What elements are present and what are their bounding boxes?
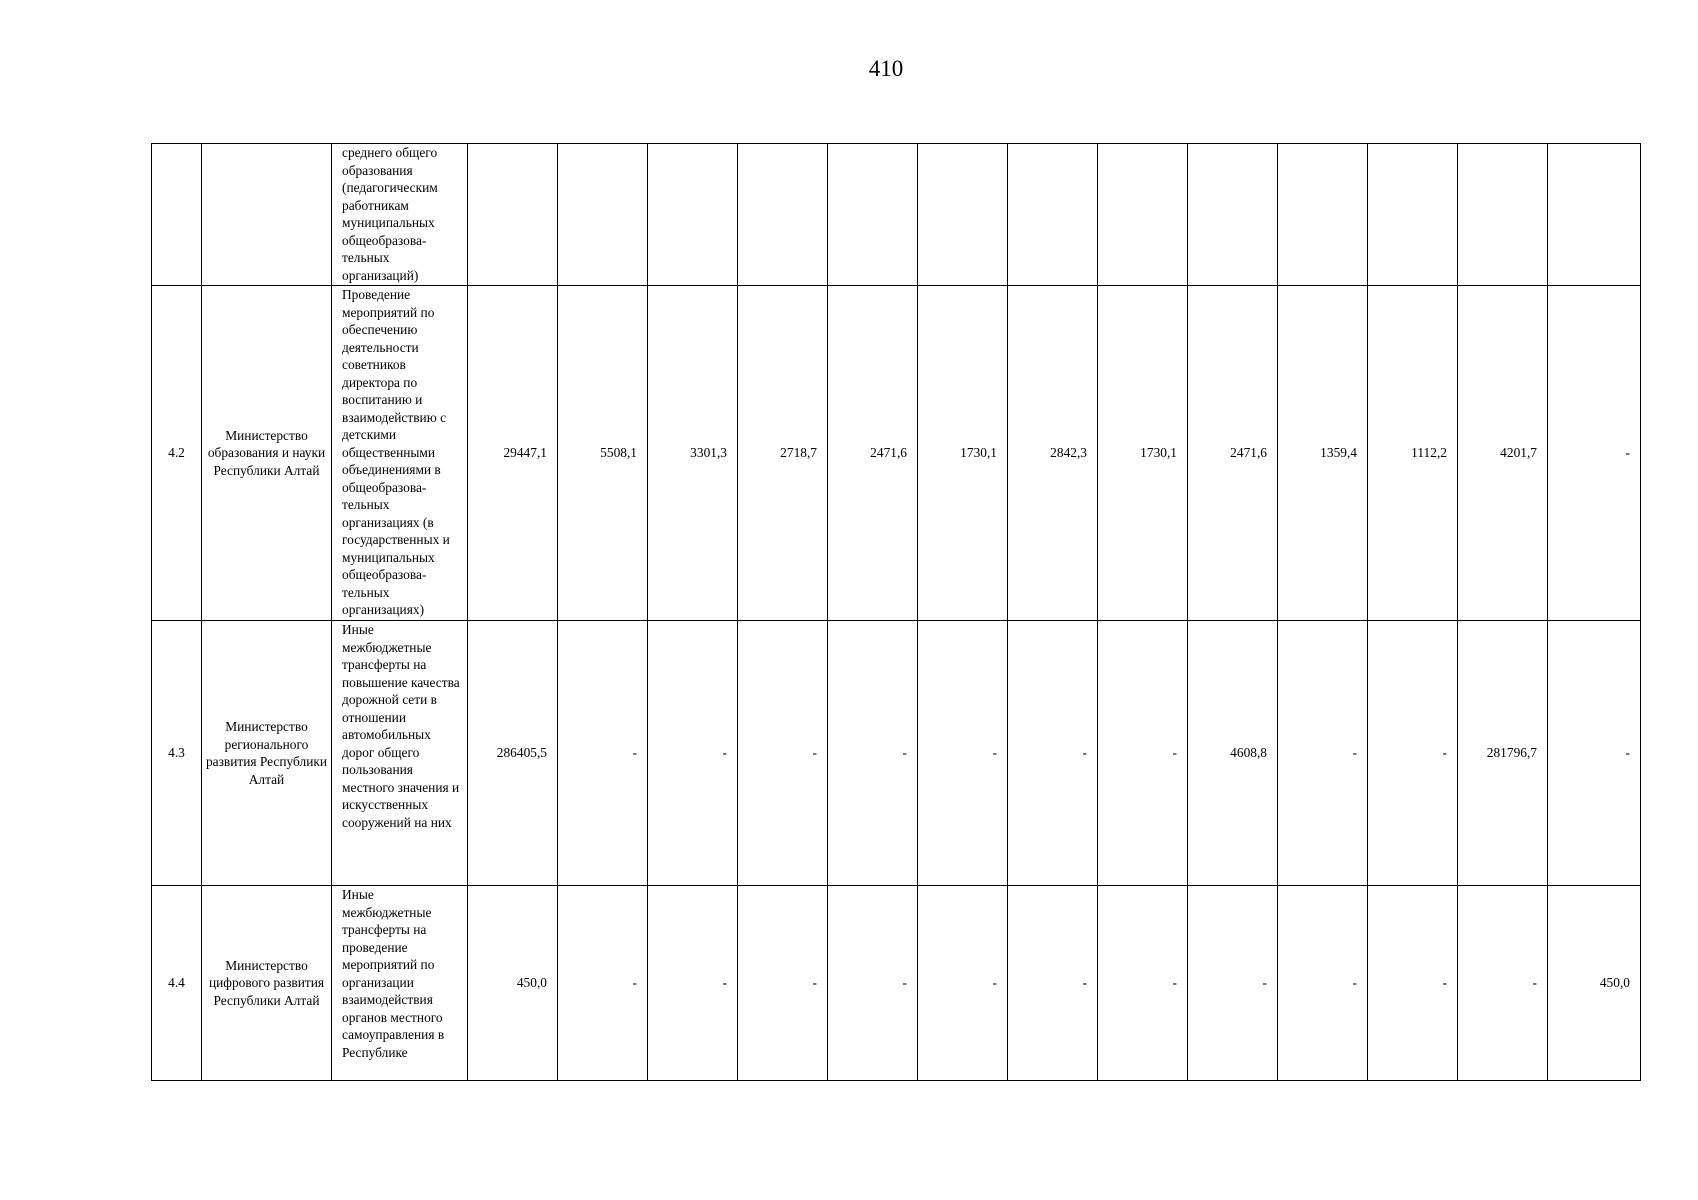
value-cell: - xyxy=(828,621,918,886)
value-cell xyxy=(828,144,918,286)
value-cell xyxy=(1458,144,1548,286)
value-cell: 3301,3 xyxy=(648,286,738,621)
value-cell: - xyxy=(648,621,738,886)
executor-cell: Министерство цифрового развития Республики Алтай xyxy=(202,886,332,1081)
value-cell: 2471,6 xyxy=(828,286,918,621)
value-cell: - xyxy=(558,886,648,1081)
value-cell xyxy=(468,144,558,286)
value-cell: - xyxy=(1008,886,1098,1081)
table-row xyxy=(152,286,1641,621)
value-cell: 5508,1 xyxy=(558,286,648,621)
row-number xyxy=(152,144,202,286)
value-cell xyxy=(1368,144,1458,286)
value-cell: 450,0 xyxy=(468,886,558,1081)
table-row xyxy=(152,886,1641,1081)
row-number: 4.3 xyxy=(152,621,202,886)
value-cell: 2718,7 xyxy=(738,286,828,621)
value-cell: - xyxy=(738,621,828,886)
executor-cell xyxy=(202,144,332,286)
value-cell: - xyxy=(828,886,918,1081)
value-cell xyxy=(738,144,828,286)
description-cell: Иные межбюджетные трансферты на проведение мероприятий по организации взаимодействия органов местного самоуправления в Республике xyxy=(332,886,468,1081)
value-cell: - xyxy=(918,621,1008,886)
value-cell xyxy=(1548,144,1641,286)
value-cell xyxy=(1008,144,1098,286)
value-cell xyxy=(1278,144,1368,286)
value-cell: 2842,3 xyxy=(1008,286,1098,621)
value-cell xyxy=(558,144,648,286)
description-cell: Иные межбюджетные трансферты на повышение качества дорожной сети в отношении автомобильных дорог общего пользования местного значения и искусственных сооружений на них xyxy=(332,621,468,886)
value-cell: - xyxy=(648,886,738,1081)
value-cell: 4608,8 xyxy=(1188,621,1278,886)
description-cell: Проведение мероприятий по обеспечению деятельности советников директора по воспитанию и взаимодействию с детскими общественными объединениями в общеобразова-тельных организациях (в государственных и муниципальных общеобразова-тельных организациях) xyxy=(332,286,468,621)
row-number: 4.4 xyxy=(152,886,202,1081)
value-cell: - xyxy=(918,886,1008,1081)
value-cell: - xyxy=(1278,886,1368,1081)
executor-cell: Министерство образования и науки Республики Алтай xyxy=(202,286,332,621)
executor-cell: Министерство регионального развития Республики Алтай xyxy=(202,621,332,886)
value-cell: - xyxy=(1458,886,1548,1081)
table-row xyxy=(152,621,1641,886)
value-cell: 1730,1 xyxy=(918,286,1008,621)
value-cell: - xyxy=(1098,621,1188,886)
value-cell xyxy=(1098,144,1188,286)
value-cell: - xyxy=(1098,886,1188,1081)
value-cell: - xyxy=(1368,886,1458,1081)
value-cell: - xyxy=(1008,621,1098,886)
description-cell: среднего общего образования (педагогическим работникам муниципальных общеобразова-тельных организаций) xyxy=(332,144,468,286)
budget-table xyxy=(151,143,1641,1081)
table-row xyxy=(152,144,1641,286)
value-cell: 281796,7 xyxy=(1458,621,1548,886)
value-cell: - xyxy=(1368,621,1458,886)
value-cell xyxy=(1188,144,1278,286)
value-cell: 450,0 xyxy=(1548,886,1641,1081)
value-cell: 4201,7 xyxy=(1458,286,1548,621)
row-number: 4.2 xyxy=(152,286,202,621)
value-cell xyxy=(918,144,1008,286)
value-cell: 29447,1 xyxy=(468,286,558,621)
page-number: 410 xyxy=(868,56,904,81)
value-cell xyxy=(648,144,738,286)
value-cell: 2471,6 xyxy=(1188,286,1278,621)
value-cell: - xyxy=(1278,621,1368,886)
value-cell: 1730,1 xyxy=(1098,286,1188,621)
value-cell: - xyxy=(1548,286,1641,621)
value-cell: - xyxy=(558,621,648,886)
value-cell: - xyxy=(738,886,828,1081)
value-cell: - xyxy=(1548,621,1641,886)
value-cell: 286405,5 xyxy=(468,621,558,886)
value-cell: - xyxy=(1188,886,1278,1081)
value-cell: 1359,4 xyxy=(1278,286,1368,621)
value-cell: 1112,2 xyxy=(1368,286,1458,621)
